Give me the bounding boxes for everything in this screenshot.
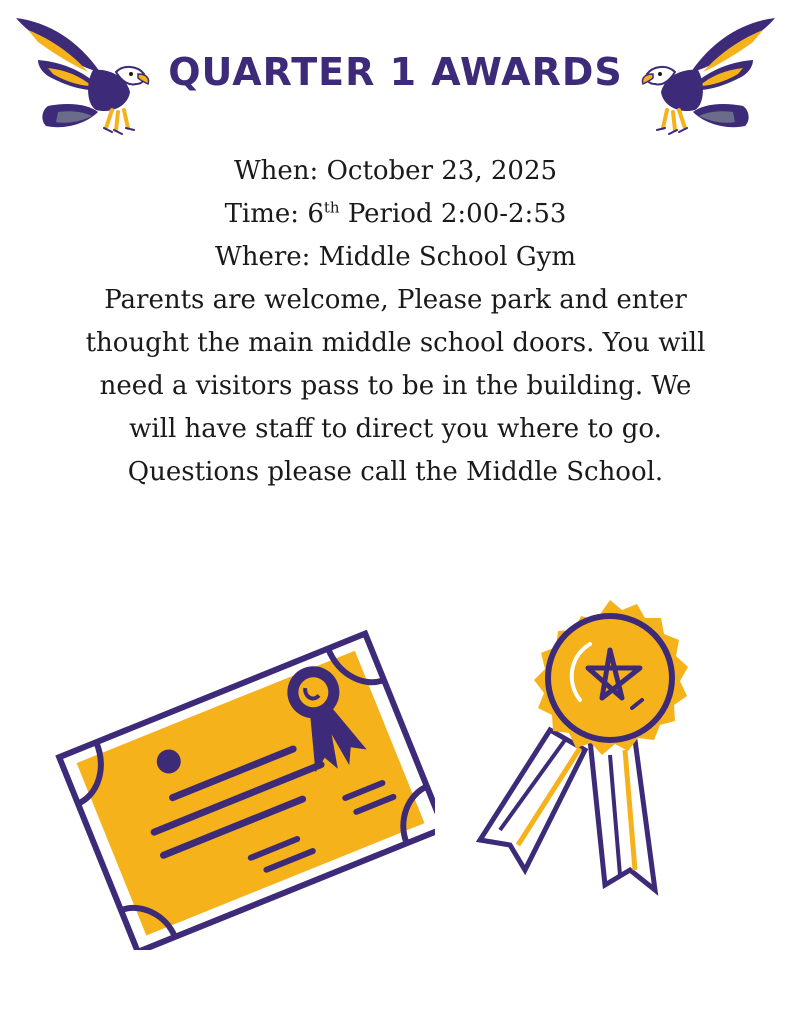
message-line: need a visitors pass to be in the building. We bbox=[99, 371, 692, 401]
event-details bbox=[40, 150, 751, 494]
message-line: will have staff to direct you where to go. bbox=[129, 414, 662, 444]
message-line: Parents are welcome, Please park and enter bbox=[104, 285, 687, 315]
message-line: Questions please call the Middle School. bbox=[127, 457, 664, 487]
event-location: Where: Middle School Gym bbox=[214, 242, 576, 272]
event-time bbox=[40, 193, 751, 236]
message-line: thought the main middle school doors. You will bbox=[85, 328, 706, 358]
event-time-ordinal: th bbox=[323, 198, 340, 217]
rosette-icon bbox=[470, 590, 700, 910]
page-title: QUARTER 1 AWARDS bbox=[168, 50, 623, 94]
event-date: When: October 23, 2025 bbox=[233, 156, 558, 186]
event-time-suffix: Period 2:00-2:53 bbox=[339, 199, 567, 229]
eagle-icon bbox=[8, 10, 158, 140]
certificate-icon bbox=[55, 630, 435, 950]
eagle-icon bbox=[633, 10, 783, 140]
event-time-prefix: Time: 6 bbox=[224, 199, 324, 229]
